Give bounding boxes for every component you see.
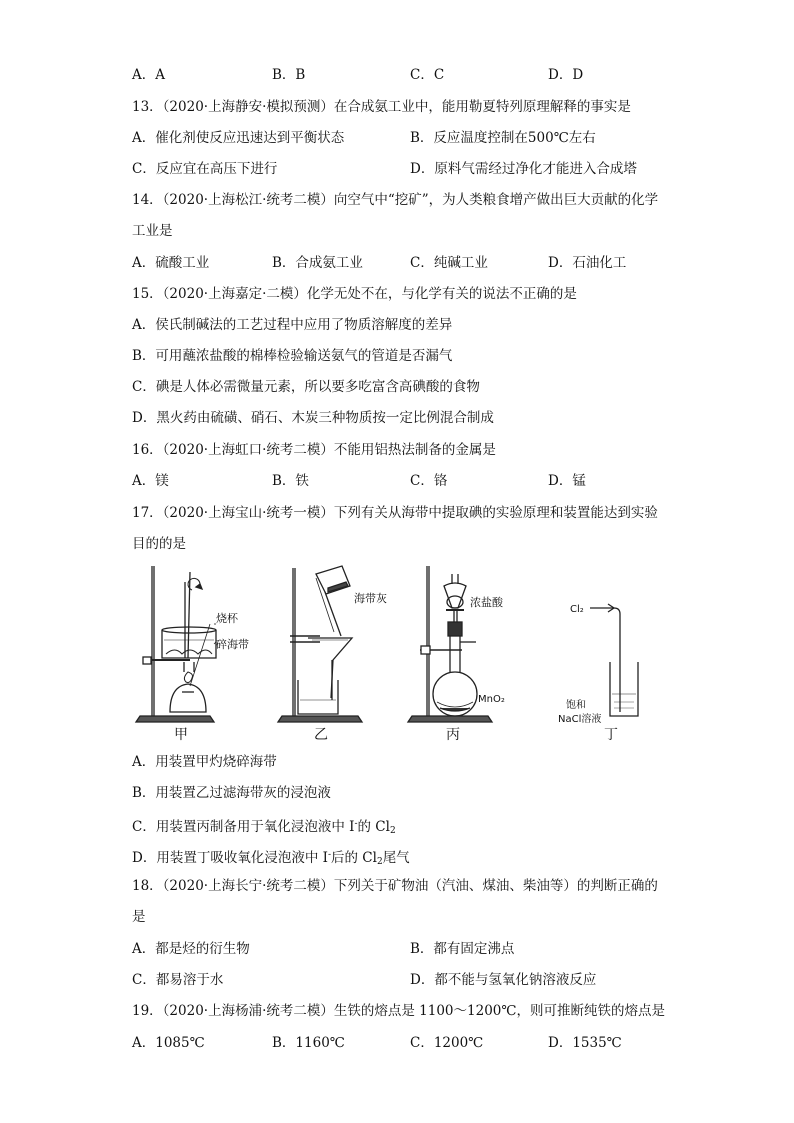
q18-option-b: B．都有固定沸点 (410, 941, 515, 957)
q17-option-b: B．用装置乙过滤海带灰的浸泡液 (132, 785, 331, 801)
q17-stem-line1: 17．（2020·上海宝山·统考一模）下列有关从海带中提取碘的实验原理和装置能达到实验 (132, 505, 658, 521)
q18-stem-line1: 18．（2020·上海长宁·统考二模）下列关于矿物油（汽油、煤油、柴油等）的判断正确的 (132, 878, 658, 894)
q12-option-b: B．B (272, 67, 306, 83)
label-nacl-2: NaCl溶液 (558, 714, 602, 725)
q18-option-c: C．都易溶于水 (132, 972, 224, 988)
q17-option-a: A．用装置甲灼烧碎海带 (132, 754, 277, 770)
q13-option-b: B．反应温度控制在500℃左右 (410, 130, 596, 146)
q15-stem: 15．（2020·上海嘉定·二模）化学无处不在，与化学有关的说法不正确的是 (132, 286, 577, 302)
q12-option-c: C．C (410, 67, 445, 83)
caption-bing: 丙 (446, 727, 460, 742)
q16-option-d: D．锰 (548, 473, 586, 489)
q12-option-d: D．D (548, 67, 584, 83)
label-mno2: MnO₂ (478, 694, 505, 705)
q14-option-b: B．合成氨工业 (272, 255, 363, 271)
q18-option-a: A．都是烃的衍生物 (132, 941, 250, 957)
q15-option-c: C．碘是人体必需微量元素，所以要多吃富含高碘酸的食物 (132, 379, 480, 395)
q13-option-d: D．原料气需经过净化才能进入合成塔 (410, 161, 637, 177)
q16-stem: 16．（2020·上海虹口·统考二模）不能用铝热法制备的金属是 (132, 442, 496, 458)
q19-option-b: B．1160℃ (272, 1035, 345, 1051)
q18-option-d: D．都不能与氢氧化钠溶液反应 (410, 972, 597, 988)
q13-option-a: A．催化剂使反应迅速达到平衡状态 (132, 130, 345, 146)
apparatus-ding (590, 604, 638, 716)
label-cl2: Cl₂ (570, 604, 584, 615)
q16-option-b: B．铁 (272, 473, 309, 489)
caption-jia: 甲 (174, 727, 188, 742)
q14-option-c: C．纯碱工业 (410, 255, 488, 271)
q14-stem-line1: 14．（2020·上海松江·统考二模）向空气中“挖矿”，为人类粮食增产做出巨大贡献的化学 (132, 192, 659, 208)
q19-stem: 19．（2020·上海杨浦·统考二模）生铁的熔点是 1100～1200℃，则可推断纯铁的熔点是 (132, 1003, 665, 1019)
q14-option-a: A．硫酸工业 (132, 255, 210, 271)
q13-stem: 13．（2020·上海静安·模拟预测）在合成氨工业中，能用勒夏特列原理解释的事实是 (132, 99, 631, 115)
q17-stem-line2: 目的的是 (132, 536, 186, 552)
q16-option-c: C．铬 (410, 473, 448, 489)
q18-stem-line2: 是 (132, 909, 146, 925)
q15-option-b: B．可用蘸浓盐酸的棉棒检验输送氨气的管道是否漏气 (132, 348, 453, 364)
q14-stem-line2: 工业是 (132, 223, 173, 239)
q14-option-d: D．石油化工 (548, 255, 627, 271)
label-beaker: 烧杯 (216, 612, 238, 625)
q19-option-a: A．1085℃ (132, 1035, 205, 1051)
q16-option-a: A．镁 (132, 473, 169, 489)
q15-option-a: A．侯氏制碱法的工艺过程中应用了物质溶解度的差异 (132, 317, 453, 333)
caption-ding: 丁 (604, 727, 618, 742)
q19-option-d: D．1535℃ (548, 1035, 622, 1051)
q13-option-c: C．反应宜在高压下进行 (132, 161, 278, 177)
caption-yi: 乙 (314, 727, 328, 742)
label-seaweed: 碎海带 (216, 638, 249, 651)
apparatus-jia (136, 566, 216, 722)
label-ash: 海带灰 (354, 592, 387, 605)
q19-option-c: C．1200℃ (410, 1035, 484, 1051)
q17-option-c: C．用装置丙制备用于氧化浸泡液中 I-的 $Cl_2$ (132, 819, 396, 836)
label-nacl-1: 饱和 (566, 700, 586, 711)
q15-option-d: D．黑火药由硫磺、硝石、木炭三种物质按一定比例混合制成 (132, 410, 494, 426)
q17-option-d: D．用装置丁吸收氧化浸泡液中 I-后的 $Cl_2$尾气 (132, 850, 410, 867)
q17-apparatus-figure (130, 562, 670, 742)
q12-option-a: A．A (132, 67, 165, 83)
apparatus-yi (278, 566, 362, 722)
label-hcl: 浓盐酸 (470, 596, 503, 609)
